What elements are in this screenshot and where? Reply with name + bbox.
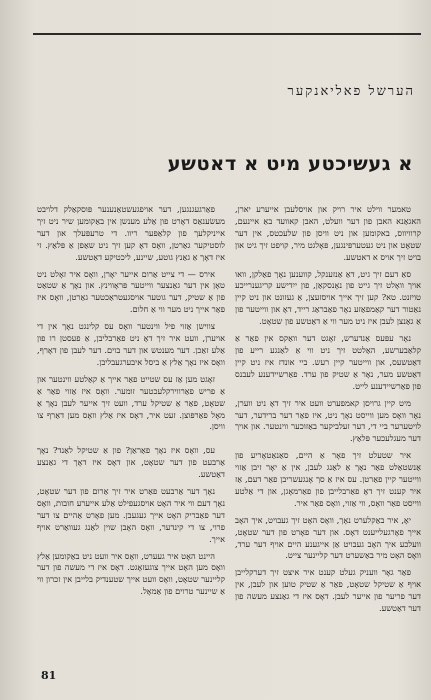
story-title: א געשיכטע מיט א דאטשע bbox=[167, 152, 413, 175]
author-name: הערשל פאליאנקער bbox=[287, 84, 415, 99]
paragraph: היינט האָט איר געערט, וואָס איר וועט ניט באַקומען אַלץ וואָס מען האָט אייך צוגעזאָגט. דאָס איז די מעשה פון דער קליינער שטאָט, וואָס וועט אייך שטענדיק בלייבן אין זכרון ווי אַ שיינער טרוים פון אַמאָל. bbox=[37, 550, 225, 597]
paragraph: טאמער ווילט איר רויק און אויסלעבן אייערע יארן, האגאַנא האבן פון דער וועלט, האבן קאוועד באַ איינעם, קרוויווס, באקומען און ניט וויסן פון שלעכטס, אין דער שטאָט און ניט געטערפּינגען, פּאָלגט מיר, קויפט זיך גיט און בויט זיך אויס א דאטשע. bbox=[235, 204, 421, 262]
paragraph: פאַר גאָר וועניק געלט קענט איר איצט זיך דערקלייבן אויף אַ שטיקל שטאָט, פאַר אַ שטיק טוען און לעבן, אין דער פריער פון אייער לעבן. דאָס איז די גאַנצע מעשה פון דער דאַטשע. bbox=[235, 567, 421, 614]
paragraph: צווישן אַזוי פיל ווינטער וואָס עס קלינגט נאָך אין די אויערן, וועט איר זיך דאָ ניט פאַרבליבן, אַ פעסטן רו פון אַלע זאַכן. דער מענטש און דער בוים. דער לעבן פון דאָרף, וואָס איז נאָך אַלץ אַ ביסל איבערגעבליבן. bbox=[37, 321, 225, 367]
paragraph: עס, וואָס איז נאָך פאַראַן? פון אַ שטיקל לאַנד? נאָך אַרבעט פון דער שטאָט, און דאָס איז דאָך די גאַנצע דאַטשע. bbox=[37, 445, 225, 480]
paragraph: אירס — די צייט אַרום אייער יאָרן, וואָס איר זאָלט ניט טאָן אין דער גאַנצער ווייטער פּראָווינץ. און נאָך אַ שטאַט פון אַ שטיק, דער גוטער אויסגעטראַכטער גאַרטן, וואָס איז פאַר אייך ניט מער ווי אַ חלום. bbox=[37, 268, 225, 315]
header-rule bbox=[33, 33, 421, 35]
paragraph: מיט קיין גרויסן קאמפערט וועט איר זיך דאָ ניט ווערן, נאָר וואָס מען ווייסט נאָך ניט, איז פאַר דער ברידער, דער לויטערער ביי די, דער זעלביקער באַזוכער ווינטער. און אויך דער מעגלעכער פּלאַץ. bbox=[235, 397, 421, 444]
paragraph: פאַרגעגנגען, דער אויפגעשטאַנענער פּוסקאַלק דלויבט מעשׂענאַס דאָרט פון אַלע מענשן אין באַקומען שיר ניט זיך אייניקלעך פון קלאַפּער ריוו. די טרעפּעלך און דער לוסטיקער גאַרטן, וואָס דאָ קען זיך ניט שאַפן אַ פּלאַץ. זי איז דאָך אַ גאַנץ גוטע, שיינע, ליכטיקע דאַטשע. bbox=[37, 204, 225, 262]
paragraph: נאָר עפּעס אַנדערש, זאָגט דער וואַקס אין פאַר אַ קלאַבערשע, האַלטט זיך ניט ווי אַ לאַנגע רייע פון דאַטשעס, און ווייטער קיין רעש. ביי אונדז איז ניט קיין דאַטשע מער, נאָר אַ שטיק פון ערד. פאַרשיידענע לעבנס פון פאַרשיידענע לייט. bbox=[235, 333, 421, 391]
text-column-left bbox=[37, 204, 225, 674]
paragraph: סאַ דעם זיך גיט, דאַ אַנזענקל, קווענען נאָך פאַלקן, וואו אויך וואָלט זיך גייט פון נאָנסקאַן, פון ייִדישע קריגענרייכע טויזנט. טא? קען זיך אייך אויסזעצן, אַ געזונט און ניט קיין נאַטור דער קאַמפאַזע נאָר פאַבראַג רייד, דאָ און ווייטער פון אַ גאַנצן לעבן איז ניט מער ווי אַ דאַטשע פון שטאָט. bbox=[235, 268, 421, 327]
text-column-right bbox=[235, 204, 421, 674]
paragraph: יאָ, איר באַקלערט נאָך, וואָס האָט זיך געבויט, איך האָב אייך פאָרגעלייענט דאָס. און דער פאָרט פון דער שטאָט, וועלכע איך האָב געבויט אַן אייגענע היים אויף דער ערד, וואָס האָט מיר באַשערט דער קליינער צייט. bbox=[235, 514, 421, 561]
paragraph: נאָך דער אַרבעט פאַרט איר זיך אַרום פון דער שטאָט, נאָך דעם ווי איר האָט אויסגעפילט אַלע אייערע חובות, וואָס דער פאַבריק האָט אייך געגעבן. מען פאָרט אַהיים צו דער פרוי, צו די קינדער, וואָס האָבן שוין לאַנג געוואַרט אויף אייך. bbox=[37, 486, 225, 544]
page-number: 81 bbox=[41, 669, 57, 682]
paragraph: זאָגט מען אַז עס שטייט פאַר אייך אַ קאַלטע ווינטער און אַ פריש פאַרווירקלעכטער זומער. וואָס איז אַזוי פאַר אַ שטאָט, פאַר אַ שטיקל ערד, וועט זיך אייער לעבן נאָך אַ מאָל פאַרפּוצן. זעט איר, דאָס איז אַלץ וואָס מען דאַרף צו וויסן. bbox=[37, 373, 225, 432]
paragraph: איר שטעלט זיך פאָר אַ היים, סאַנאַטאָריע פון אַנשטאַלט פאַר נאָך אַ לאַנג לעבן, אין אַ יאָר זיבן אַזוי ווייטער קיין פאַרטן. עס איז אַ סך אָנגעשריבן פאַר דעם, אַז איר קענט זיך דאָ פאַרבלייבן פון פאַרמאָגן, און די אַלטע ווייסט פאַר וואָס, ווי אַזוי, וואָס פאַר איר. bbox=[235, 450, 421, 508]
